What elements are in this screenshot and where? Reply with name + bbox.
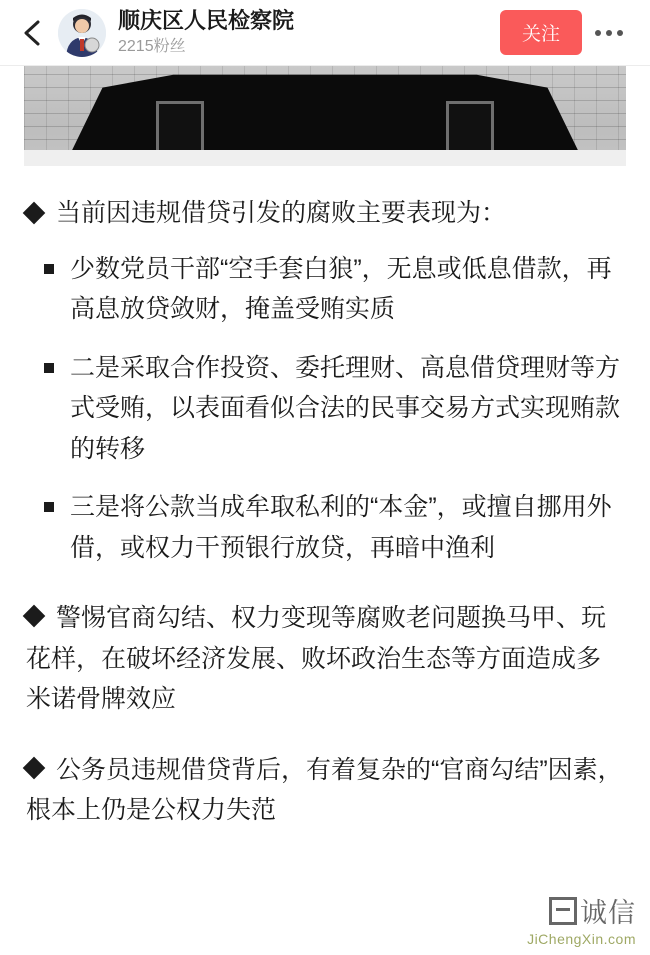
diamond-bullet-icon: [23, 756, 46, 779]
more-horizontal-icon: [595, 30, 601, 36]
hero-pillar-left: [156, 101, 204, 150]
section-heading-1-text: 当前因违规借贷引发的腐败主要表现为：: [56, 199, 507, 227]
list-item: [26, 348, 624, 470]
account-name: 顺庆区人民检察院: [118, 7, 295, 33]
list-item: [26, 487, 624, 568]
more-options-button[interactable]: [586, 11, 632, 55]
chevron-left-icon: [19, 18, 45, 48]
page-header: [0, 0, 650, 66]
avatar[interactable]: [58, 9, 106, 57]
watermark-main: [527, 891, 636, 930]
list-item-text: 三是将公款当成牟取私利的“本金”，或擅自挪用外借，或权力干预银行放贷，再暗中渔利: [70, 493, 612, 562]
square-bullet-icon: [44, 502, 54, 512]
square-bullet-icon: [44, 363, 54, 373]
bullet-list: [26, 249, 624, 569]
watermark-url: JiChengXin.com: [527, 931, 636, 947]
article-body[interactable]: [0, 66, 650, 955]
article-content: [0, 194, 650, 831]
diamond-bullet-icon: [23, 605, 46, 628]
more-horizontal-icon: [617, 30, 623, 36]
diamond-bullet-icon: [23, 202, 46, 225]
watermark: [527, 891, 636, 947]
more-horizontal-icon: [606, 30, 612, 36]
article-hero-image: [24, 66, 626, 166]
account-info[interactable]: [118, 7, 500, 58]
square-bullet-icon: [44, 264, 54, 274]
list-item-text: 二是采取合作投资、委托理财、高息借贷理财等方式受贿，以表面看似合法的民事交易方式实现贿款的转移: [70, 353, 621, 463]
list-item-text: 少数党员干部“空手套白狼”，无息或低息借款，再高息放贷敛财，掩盖受贿实质: [70, 254, 612, 324]
watermark-logo-icon: [549, 897, 577, 925]
hero-dark-shape: [72, 70, 578, 150]
paragraph-2-text: 警惕官商勾结、权力变现等腐败老问题换马甲、玩花样，在破坏经济发展、败坏政治生态等方面造成多米诺骨牌效应: [26, 604, 607, 714]
hero-ground: [24, 150, 626, 166]
watermark-text: 诚信: [580, 898, 636, 928]
paragraph-2: [26, 598, 624, 720]
follower-count: 2215粉丝: [118, 38, 186, 56]
back-button[interactable]: [10, 11, 54, 55]
section-heading-1: [26, 194, 624, 233]
hero-pillar-right: [446, 101, 494, 150]
list-item: [26, 249, 624, 330]
paragraph-3: [26, 750, 624, 831]
paragraph-3-text: 公务员违规借贷背后，有着复杂的“官商勾结”因素，根本上仍是公权力失范: [26, 755, 623, 825]
follow-button[interactable]: 关注: [500, 10, 582, 55]
avatar-illustration-icon: [58, 9, 106, 57]
